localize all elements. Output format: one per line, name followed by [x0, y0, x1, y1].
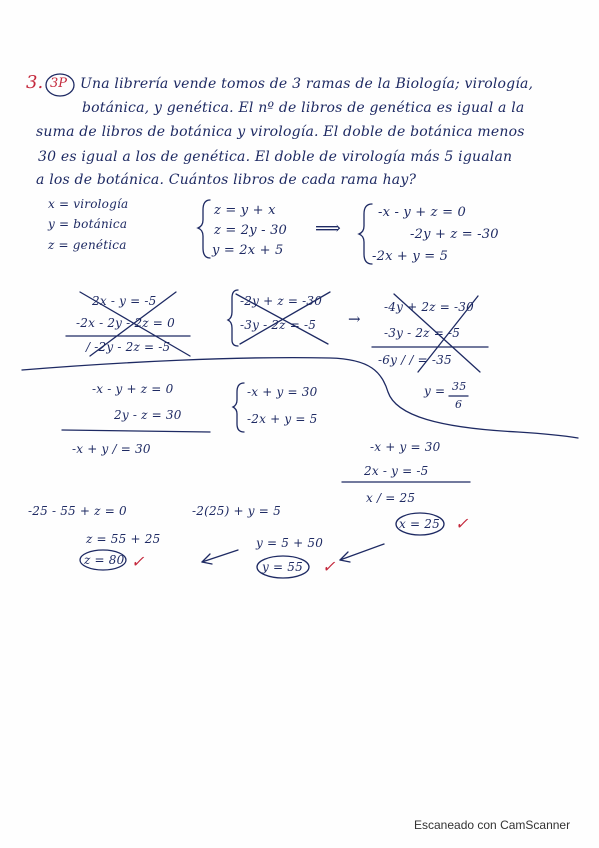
system-original-eq1: z = y + x [214, 203, 276, 218]
elim1-cross-b [90, 292, 176, 356]
problem-line-4: 30 es igual a los de genética. El doble de virología más 5 igualan [38, 149, 513, 165]
z-result: z = 80 [84, 553, 125, 567]
problem-line-5: a los de botánica. Cuántos libros de cada rama hay? [36, 172, 417, 188]
sum1-underline [62, 430, 210, 432]
sum1-result: -x + y / = 30 [72, 442, 151, 456]
arrow-x-to-y [340, 544, 384, 560]
elim3-eq2: -3y - 2z = -5 [384, 326, 461, 340]
elim2-cross-b [240, 292, 330, 344]
points-circle [46, 74, 74, 96]
x-check-mark: ✓ [455, 514, 469, 533]
brace-original [198, 200, 210, 258]
sum1-eq2: 2y - z = 30 [114, 408, 182, 422]
implies-arrow: ⟹ [315, 218, 342, 239]
x-result: x = 25 [399, 517, 440, 531]
y-step: y = 5 + 50 [256, 536, 324, 550]
brace-elim2 [228, 290, 238, 346]
elim3-eq1: -4y + 2z = -30 [384, 300, 474, 314]
sum1-eq1: -x - y + z = 0 [92, 382, 174, 396]
section-divider [22, 358, 578, 438]
elim-arrow: → [348, 310, 361, 328]
elim3-cross-b [418, 296, 478, 372]
variable-y: y = botánica [48, 217, 128, 231]
elim1-result: / -2y - 2z = -5 [86, 340, 171, 354]
elim3-result: -6y / / = -35 [378, 353, 452, 367]
y-fraction-denominator: 6 [455, 398, 463, 411]
z-check-mark: ✓ [131, 552, 145, 571]
system-original-eq3: y = 2x + 5 [212, 243, 284, 258]
variable-z: z = genética [48, 238, 127, 252]
sum2-result: x / = 25 [366, 491, 416, 505]
brace-reduced [233, 383, 244, 432]
y-check-mark: ✓ [322, 557, 336, 576]
system-rearranged-eq2: -2y + z = -30 [410, 227, 499, 242]
y-substitution: -2(25) + y = 5 [192, 504, 281, 518]
elim2-eq1: -2y + z = -30 [240, 294, 323, 308]
z-result-circle [80, 550, 126, 570]
y-fraction-prefix: y = [424, 384, 446, 398]
points-badge: 3P [50, 76, 68, 91]
system-reduced-eq2: -2x + y = 5 [247, 412, 318, 426]
problem-number: 3. [26, 72, 44, 93]
variable-x: x = virología [48, 197, 129, 211]
elim2-eq2: -3y - 2z = -5 [240, 318, 317, 332]
z-substitution: -25 - 55 + z = 0 [28, 504, 127, 518]
scanner-watermark: Escaneado con CamScanner [414, 818, 571, 832]
elim1-cross-a [80, 292, 190, 356]
brace-rearranged [359, 204, 372, 264]
y-fraction-numerator: 35 [452, 380, 467, 393]
elim3-cross-a [394, 294, 480, 372]
z-step: z = 55 + 25 [86, 532, 161, 546]
problem-line-2: botánica, y genética. El nº de libros de genética es igual a la [82, 100, 525, 116]
x-result-circle [396, 513, 444, 535]
elim1-eq1: 2x - y = -5 [92, 294, 157, 308]
system-rearranged-eq3: -2x + y = 5 [372, 249, 449, 264]
system-rearranged-eq1: -x - y + z = 0 [378, 205, 466, 220]
problem-line-3: suma de libros de botánica y virología. El doble de botánica menos [36, 124, 525, 140]
sum2-eq1: -x + y = 30 [370, 440, 441, 454]
y-result-circle [257, 556, 309, 578]
sum2-eq2: 2x - y = -5 [364, 464, 429, 478]
system-original-eq2: z = 2y - 30 [214, 223, 288, 238]
problem-line-1: Una librería vende tomos de 3 ramas de la Biología; virología, [80, 76, 534, 92]
y-result: y = 55 [262, 560, 303, 574]
system-reduced-eq1: -x + y = 30 [247, 385, 318, 399]
elim1-eq2: -2x - 2y - 2z = 0 [76, 316, 175, 330]
